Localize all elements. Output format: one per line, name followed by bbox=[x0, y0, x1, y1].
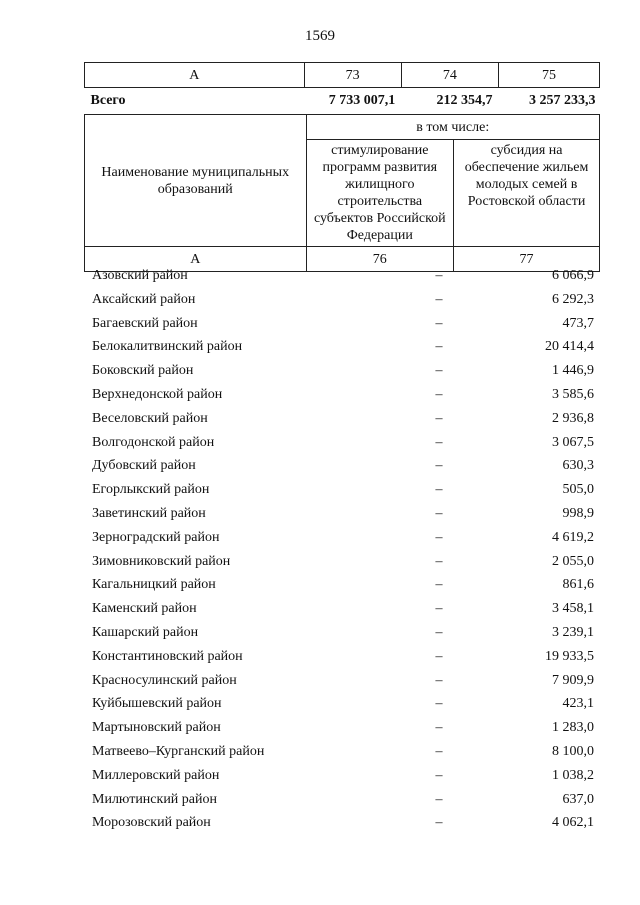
page-number: 1569 bbox=[305, 28, 335, 44]
totals-table bbox=[84, 62, 600, 112]
value-col-77: 1 038,2 bbox=[552, 767, 594, 783]
district-name: Боковский район bbox=[92, 363, 194, 379]
value-col-76: – bbox=[435, 601, 443, 617]
value-col-76: – bbox=[435, 458, 443, 474]
table-row bbox=[92, 550, 602, 574]
value-col-76: – bbox=[435, 791, 443, 807]
district-name: Аксайский район bbox=[92, 291, 196, 307]
total-row bbox=[85, 88, 600, 113]
value-col-76: – bbox=[435, 743, 443, 759]
value-col-77: 473,7 bbox=[562, 315, 594, 331]
value-col-77: 7 909,9 bbox=[552, 672, 594, 688]
value-col-77: 20 414,4 bbox=[545, 339, 594, 355]
table-row bbox=[92, 764, 602, 788]
table-row bbox=[92, 716, 602, 740]
district-name: Мартыновский район bbox=[92, 720, 221, 736]
value-col-77: 2 055,0 bbox=[552, 553, 594, 569]
table-row bbox=[92, 645, 602, 669]
value-col-77: 1 283,0 bbox=[552, 720, 594, 736]
value-col-76: – bbox=[435, 268, 443, 283]
district-name: Кагальницкий район bbox=[92, 577, 216, 593]
district-name: Миллеровский район bbox=[92, 767, 220, 783]
value-col-77: 4 619,2 bbox=[552, 529, 594, 545]
table-row bbox=[92, 502, 602, 526]
district-name: Белокалитвинский район bbox=[92, 339, 243, 355]
col-73-header: 73 bbox=[304, 63, 401, 88]
district-name: Матвеево–Курганский район bbox=[92, 743, 265, 759]
table-row bbox=[92, 359, 602, 383]
value-col-76: – bbox=[435, 291, 443, 307]
table-row bbox=[92, 597, 602, 621]
value-col-77: 4 062,1 bbox=[552, 815, 594, 831]
district-name: Егорлыкский район bbox=[92, 482, 210, 498]
total-75: 3 257 233,3 bbox=[529, 92, 596, 108]
district-name: Веселовский район bbox=[92, 410, 208, 426]
value-col-76: – bbox=[435, 720, 443, 736]
district-name: Кашарский район bbox=[92, 624, 199, 640]
table-row bbox=[92, 288, 602, 312]
value-col-76: – bbox=[435, 482, 443, 498]
value-col-76: – bbox=[435, 672, 443, 688]
index-a: А bbox=[85, 247, 307, 272]
subsidy-table-header bbox=[84, 114, 600, 272]
value-col-77: 8 100,0 bbox=[552, 743, 594, 759]
value-col-77: 2 936,8 bbox=[552, 410, 594, 426]
index-76: 76 bbox=[306, 247, 454, 272]
table-row bbox=[92, 526, 602, 550]
value-col-77: 637,0 bbox=[562, 791, 594, 807]
district-name: Дубовский район bbox=[92, 458, 196, 474]
value-col-76: – bbox=[435, 553, 443, 569]
value-col-76: – bbox=[435, 505, 443, 521]
value-col-77: 861,6 bbox=[562, 577, 594, 593]
table-row bbox=[92, 669, 602, 693]
district-name: Зимовниковский район bbox=[92, 553, 231, 569]
district-name: Морозовский район bbox=[92, 815, 211, 831]
value-col-76: – bbox=[435, 363, 443, 379]
table-row bbox=[92, 788, 602, 812]
district-rows bbox=[92, 264, 602, 835]
value-col-76: – bbox=[435, 339, 443, 355]
district-name: Заветинский район bbox=[92, 505, 206, 521]
total-74: 212 354,7 bbox=[436, 92, 493, 108]
col-76-header: стимулирование программ развития жилищного строительства субъектов Российской Федерации bbox=[306, 140, 454, 247]
district-name: Багаевский район bbox=[92, 315, 198, 331]
table-row bbox=[92, 407, 602, 431]
value-col-76: – bbox=[435, 434, 443, 450]
value-col-77: 630,3 bbox=[562, 458, 594, 474]
value-col-76: – bbox=[435, 315, 443, 331]
value-col-77: 3 585,6 bbox=[552, 386, 594, 402]
name-header: Наименование муниципальных образований bbox=[85, 115, 307, 247]
value-col-77: 19 933,5 bbox=[545, 648, 594, 664]
value-col-76: – bbox=[435, 624, 443, 640]
table-row bbox=[92, 335, 602, 359]
value-col-77: 505,0 bbox=[562, 482, 594, 498]
header-row-1 bbox=[85, 115, 600, 140]
district-name: Константиновский район bbox=[92, 648, 243, 664]
value-col-76: – bbox=[435, 386, 443, 402]
table-row bbox=[92, 573, 602, 597]
total-label: Всего bbox=[90, 92, 126, 108]
group-header: в том числе: bbox=[306, 115, 600, 140]
col-75-header: 75 bbox=[498, 63, 599, 88]
col-a-header: А bbox=[85, 63, 305, 88]
district-name: Милютинский район bbox=[92, 791, 218, 807]
value-col-77: 998,9 bbox=[562, 505, 594, 521]
table-row bbox=[92, 431, 602, 455]
table-row bbox=[92, 692, 602, 716]
district-name: Куйбышевский район bbox=[92, 696, 222, 712]
district-name: Азовский район bbox=[92, 268, 188, 283]
table-row bbox=[92, 383, 602, 407]
table-row bbox=[92, 621, 602, 645]
col-74-header: 74 bbox=[401, 63, 498, 88]
table-row bbox=[92, 264, 602, 288]
value-col-77: 6 292,3 bbox=[552, 291, 594, 307]
col-77-header: субсидия на обеспечение жильем молодых семей в Ростовской области bbox=[454, 140, 600, 247]
total-73: 7 733 007,1 bbox=[328, 92, 396, 108]
district-name: Красносулинский район bbox=[92, 672, 237, 688]
value-col-76: – bbox=[435, 815, 443, 831]
value-col-76: – bbox=[435, 410, 443, 426]
table-row bbox=[92, 740, 602, 764]
value-col-76: – bbox=[435, 529, 443, 545]
value-col-76: – bbox=[435, 767, 443, 783]
value-col-77: 3 239,1 bbox=[552, 624, 594, 640]
value-col-77: 3 458,1 bbox=[552, 601, 594, 617]
value-col-77: 1 446,9 bbox=[552, 363, 594, 379]
district-name: Зерноградский район bbox=[92, 529, 220, 545]
table-row bbox=[92, 811, 602, 835]
value-col-77: 3 067,5 bbox=[552, 434, 594, 450]
district-name: Волгодонской район bbox=[92, 434, 215, 450]
value-col-76: – bbox=[435, 648, 443, 664]
value-col-76: – bbox=[435, 577, 443, 593]
value-col-76: – bbox=[435, 696, 443, 712]
district-name: Верхнедонской район bbox=[92, 386, 223, 402]
table-row bbox=[92, 312, 602, 336]
totals-header-row bbox=[85, 63, 600, 88]
value-col-77: 6 066,9 bbox=[552, 268, 594, 283]
table-row bbox=[92, 478, 602, 502]
district-name: Каменский район bbox=[92, 601, 197, 617]
value-col-77: 423,1 bbox=[562, 696, 594, 712]
index-77: 77 bbox=[454, 247, 600, 272]
table-row bbox=[92, 454, 602, 478]
